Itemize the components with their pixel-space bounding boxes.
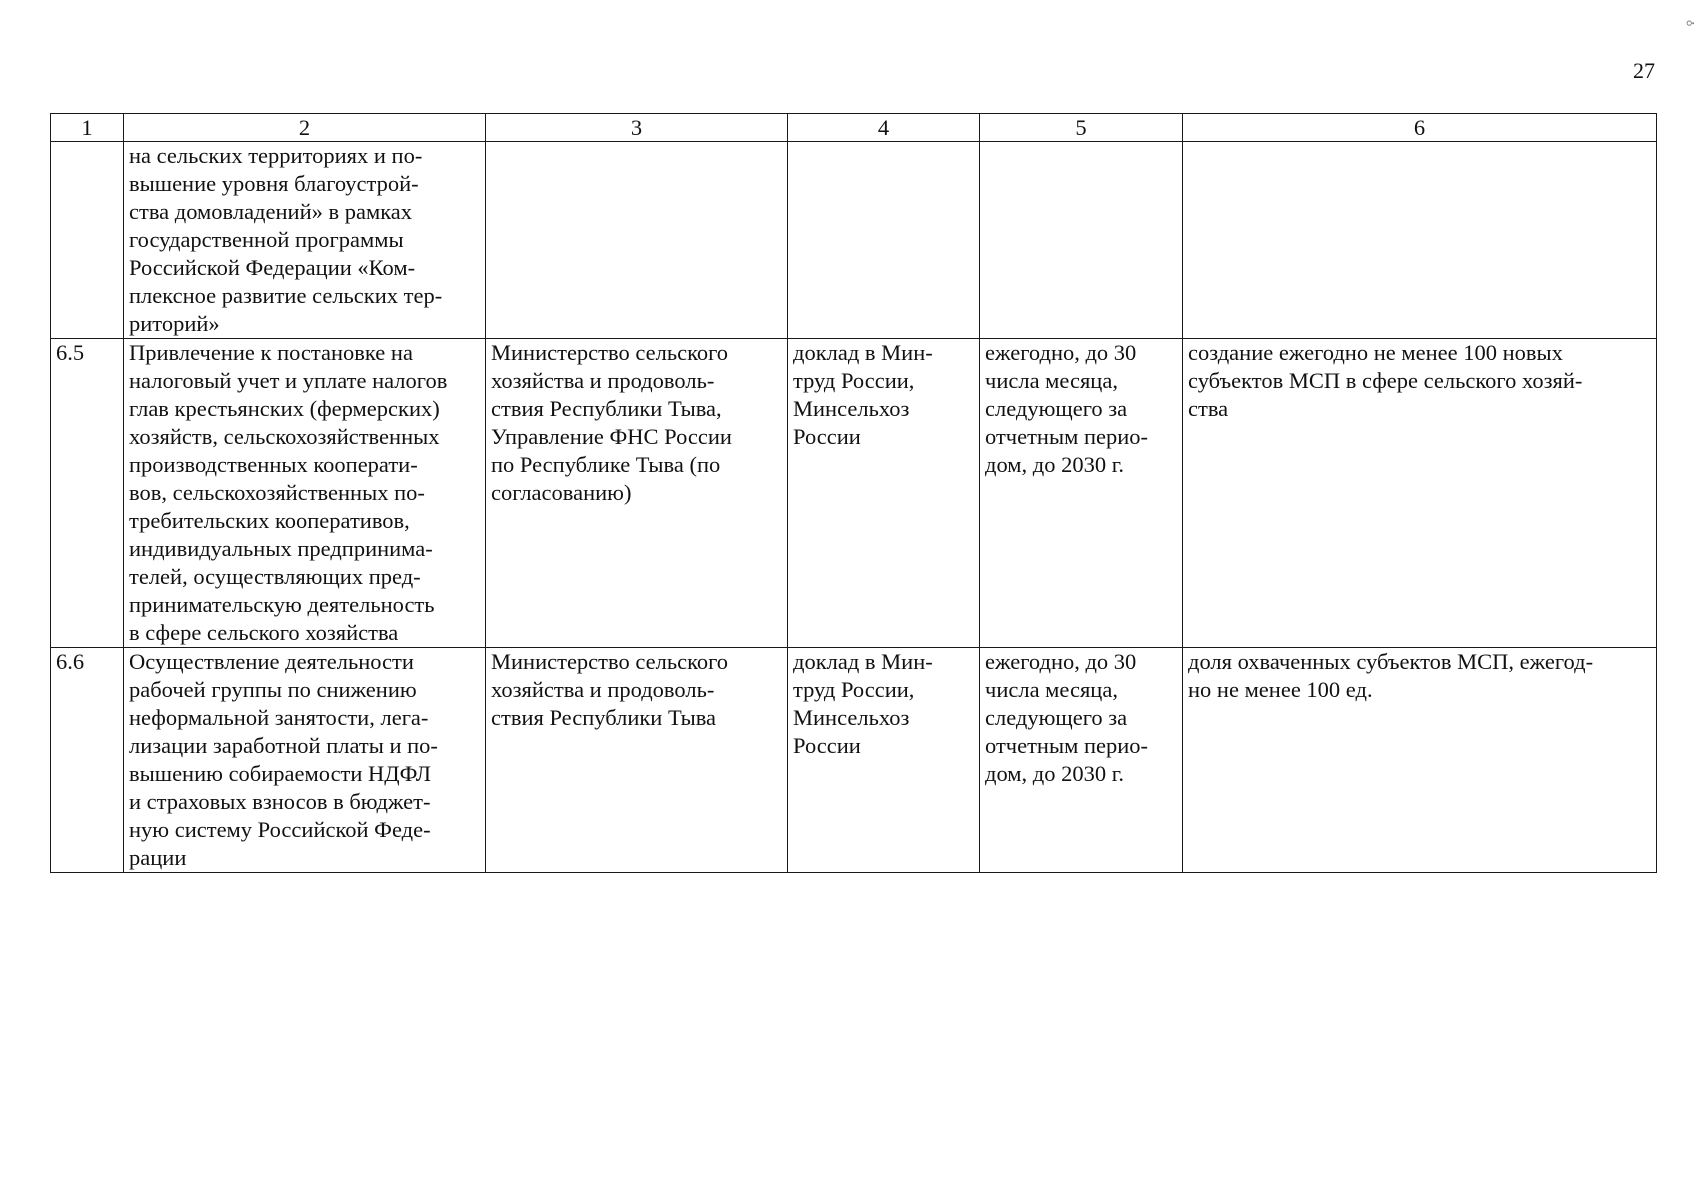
- table-row: [51, 339, 1657, 648]
- header-col-3: 3: [486, 114, 788, 142]
- report-cell: доклад в Мин- труд России, Минсельхоз России: [788, 339, 980, 648]
- report-cell: [788, 142, 980, 339]
- measures-table: [50, 113, 1657, 873]
- corner-mark: ⸰⸱: [1685, 17, 1693, 32]
- page-number: 27: [1633, 58, 1655, 83]
- header-col-4: 4: [788, 114, 980, 142]
- header-col-6: 6: [1183, 114, 1657, 142]
- row-number: 6.6: [51, 648, 124, 873]
- result-cell: доля охваченных субъектов МСП, ежегод- но не менее 100 ед.: [1183, 648, 1657, 873]
- deadline-cell: ежегодно, до 30 числа месяца, следующего за отчетным перио- дом, до 2030 г.: [980, 648, 1183, 873]
- report-cell: доклад в Мин- труд России, Минсельхоз России: [788, 648, 980, 873]
- result-cell: [1183, 142, 1657, 339]
- table-row: [51, 142, 1657, 339]
- deadline-cell: [980, 142, 1183, 339]
- row-number: [51, 142, 124, 339]
- table-header-row: [51, 114, 1657, 142]
- row-number: 6.5: [51, 339, 124, 648]
- measure-cell: Привлечение к постановке на налоговый учет и уплате налогов глав крестьянских (фермерских) хозяйств, сельскохозяйственных производственных кооперати- вов, сельскохозяйственных по- требительских кооперативов, индивидуальных предпринима- телей, осуществляющих пред- принимательскую деятельность в сфере сельского хозяйства: [124, 339, 486, 648]
- result-cell: создание ежегодно не менее 100 новых субъектов МСП в сфере сельского хозяй- ства: [1183, 339, 1657, 648]
- header-col-2: 2: [124, 114, 486, 142]
- measure-cell: на сельских территориях и по- вышение уровня благоустрой- ства домовладений» в рамках государственной программы Российской Федерации «Ком- плексное развитие сельских тер- риторий»: [124, 142, 486, 339]
- table-row: [51, 648, 1657, 873]
- deadline-cell: ежегодно, до 30 числа месяца, следующего за отчетным перио- дом, до 2030 г.: [980, 339, 1183, 648]
- executor-cell: Министерство сельского хозяйства и продоволь- ствия Республики Тыва: [486, 648, 788, 873]
- executor-cell: Министерство сельского хозяйства и продоволь- ствия Республики Тыва, Управление ФНС России по Республике Тыва (по согласованию): [486, 339, 788, 648]
- measure-cell: Осуществление деятельности рабочей группы по снижению неформальной занятости, лега- лизации заработной платы и по- вышению собираемости НДФЛ и страховых взносов в бюджет- ную систему Российской Феде- рации: [124, 648, 486, 873]
- executor-cell: [486, 142, 788, 339]
- header-col-5: 5: [980, 114, 1183, 142]
- header-col-1: 1: [51, 114, 124, 142]
